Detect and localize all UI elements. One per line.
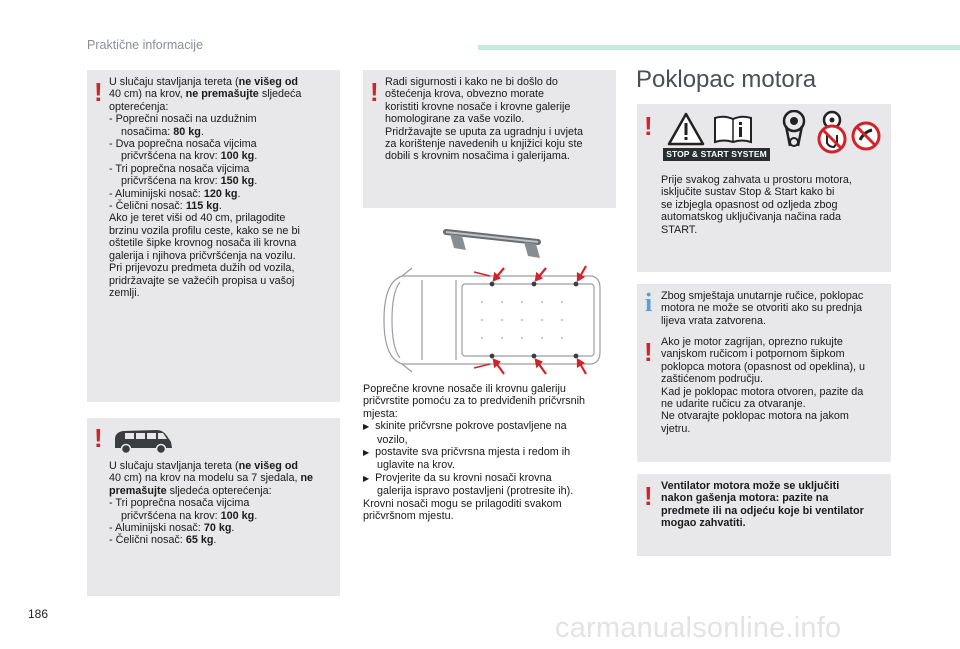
van-top-view-illustration [378,262,606,380]
list-item: - Aluminijski nosač: 70 kg. [109,522,235,535]
fan-belt-icon [778,110,810,148]
safety-text: Radi sigurnosti i kako ne bi došlo do oštećenja krova, obvezno morate koristiti krovne nosače i krovne galerije homologirane za vaše vozilo. Pridržavajte se uputa za ugradnju i uvjeta za korištenje navedenih u knjižici koju ste dobili s krovnim nosačima i galerijama. [385,76,584,163]
bonnet-handle-text: Zbog smještaja unutarnje ručice, poklopac motora ne može se otvoriti ako su prednja lijeva vrata zatvorena. [661,290,864,327]
info-box-bonnet-handle [637,284,891,330]
list-item: - Tri poprečna nosača vijcima pričvršćena na krov: 100 kg. [109,497,258,522]
page-number: 186 [28,607,49,621]
warning-icon: ! [644,111,653,141]
list-item: ▶ postavite sva pričvrsna mjesta i redom ih uglavite na krov. [363,446,571,472]
no-hand-fan-icon [815,110,849,154]
section-title: Poklopac motora [636,66,817,93]
list-item: ▶ skinite pričvrsne pokrove postavljene na vozilo, [363,420,567,446]
warning-box-engine-fan [637,474,891,556]
hot-engine-text: Ako je motor zagrijan, oprezno rukujte vanjskom ručicom i potpornom šipkom poklopca motora (opasnost od opeklina), u zaštićenom području. Kad je poklopac motora otvoren, pazite da ne udarite ručicu za otvaranje. Ne otvarajte poklopac motora na jakom vjetru. [661,336,866,435]
warning-box-safety [363,70,616,208]
warning-icon: ! [370,77,379,107]
list-item: - Čelični nosač: 115 kg. [109,200,222,213]
list-item: - Poprečni nosači na uzdužnim nosačima: 80 kg. [109,113,257,138]
van-side-icon [111,426,175,456]
warning-box-seven-seat [87,418,340,596]
no-tool-icon [850,120,882,152]
manual-book-icon [713,114,753,144]
roof-bar-illustration [440,224,550,264]
page-header-title: Praktične informacije [87,38,204,52]
warning-icon: ! [94,423,103,453]
list-item: ▶ Provjerite da su krovni nosači krovna galerija ispravo postavljeni (protresite ih). [363,471,574,498]
list-item: - Dva poprečna nosača vijcima pričvršćena na krov: 100 kg. [109,138,258,163]
warning-icon: ! [644,337,653,367]
seven-seat-intro: U slučaju stavljanja tereta (ne višeg od 40 cm) na krov na modelu sa 7 sjedala, ne premašujte sljedeća opterećenja: [109,460,314,497]
hazard-triangle-icon [667,112,705,146]
info-icon: i [645,288,653,317]
header-accent-bar [478,45,960,50]
stop-start-label: STOP & START SYSTEM [663,148,770,161]
roof-load-advice: Ako je teret viši od 40 cm, prilagodite brzinu vozila profilu ceste, kako se ne bi oštetile šipke krovnog nosača ili krovna galerija i njihova pričvršćenja na vozilu. Pri prijevozu predmeta dužih od vozila, pridržavajte se važećih propisa u vašoj zemlji. [109,212,300,299]
warning-icon: ! [94,77,103,107]
warning-box-hot-engine [637,330,891,462]
warning-icon: ! [644,481,653,511]
roof-load-intro: U slučaju stavljanja tereta (ne višeg od 40 cm) na krov, ne premašujte sljedeća opterećenja: [109,76,302,113]
list-item: - Aluminijski nosač: 120 kg. [109,187,241,200]
list-item: - Tri poprečna nosača vijcima pričvršćena na krov: 150 kg. [109,162,258,188]
list-item: - Čelični nosač: 65 kg. [109,534,217,547]
roof-bar-instructions: Poprečne krovne nosače ili krovnu galeriju pričvrstite pomoću za to predviđenih pričvrsnih mjesta: ▶ skinite pričvrsne pokrove postavljene na vozilo, ▶ postavite sva pričvrsna mjesta i redom ih uglavite na krov. ▶ Provjerite da su krovni nosači krovna galerija ispravo postavljeni (protresite ih). Krovni nosači mogu se prilagoditi svakom pričvršnom mjestu. [363,383,621,522]
warning-box-stop-start [637,104,891,272]
warning-box-roof-load [87,70,340,402]
watermark: carmanualsonline.info [555,612,842,644]
engine-fan-text: Ventilator motora može se uključiti nakon gašenja motora: pazite na predmete ili na odjeću koje bi ventilator mogao zahvatiti. [661,480,864,530]
stop-start-text: Prije svakog zahvata u prostoru motora, isključite sustav Stop & Start kako bi se izbjegla opasnost od ozljeda zbog automatskog uključivanja načina rada START. [661,174,852,236]
